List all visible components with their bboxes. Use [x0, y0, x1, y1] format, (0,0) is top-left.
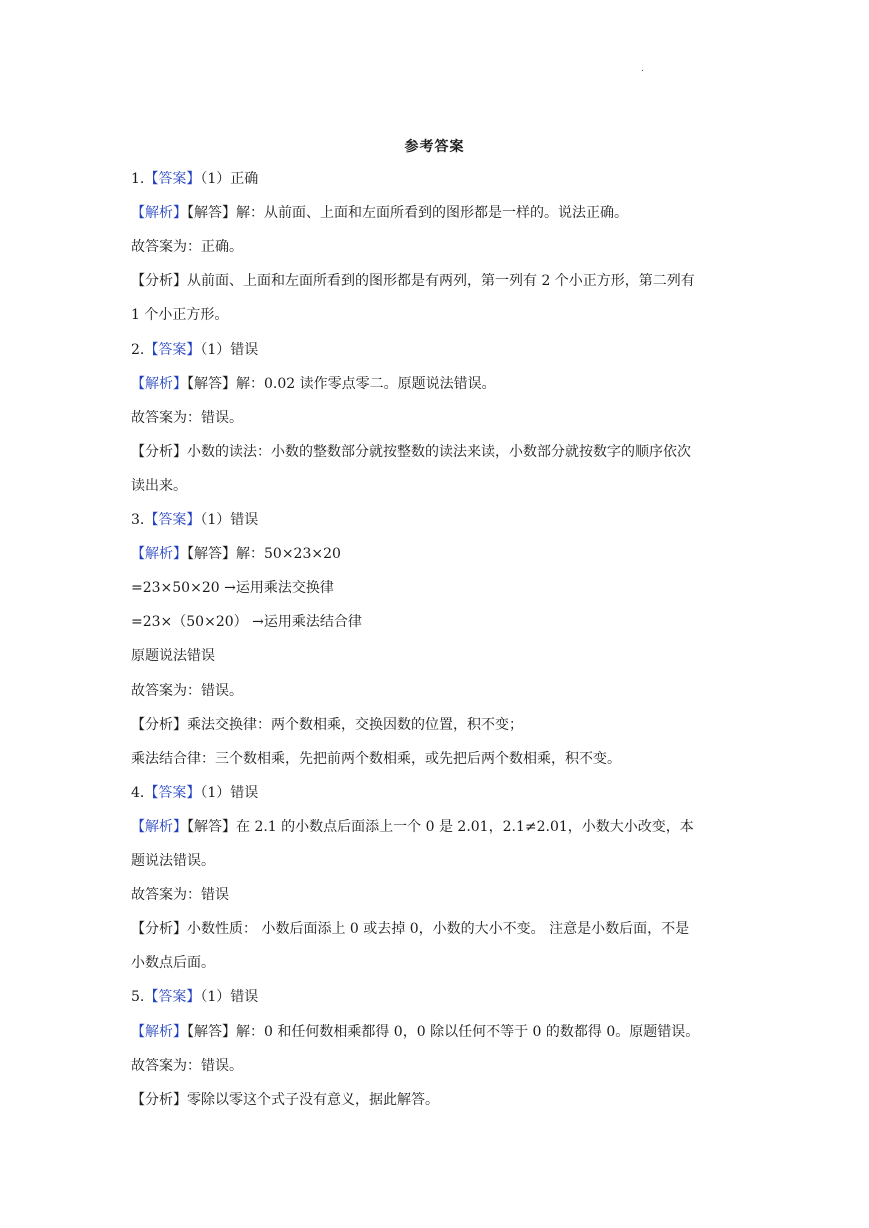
line-text: 【分析】乘法交换律：两个数相乘，交换因数的位置，积不变；	[131, 716, 523, 733]
line-text: =23×50×20 →运用乘法交换律	[131, 580, 334, 597]
section-tag: 【答案】	[144, 171, 201, 187]
text-line	[131, 204, 741, 222]
text-line	[131, 511, 741, 529]
page-title: 参考答案	[404, 139, 465, 155]
text-line	[131, 272, 741, 290]
text-line	[131, 1023, 741, 1041]
text-line	[131, 920, 741, 938]
line-text: 题说法错误。	[131, 853, 215, 869]
text-line	[131, 750, 741, 768]
line-text: 原题说法错误	[131, 648, 215, 665]
line-text: 读出来。	[131, 477, 187, 494]
line-text: 1 个小正方形。	[131, 307, 229, 324]
line-text: 4.	[131, 784, 145, 801]
line-text: 故答案为：错误。	[131, 682, 243, 699]
line-text: 故答案为：正确。	[131, 239, 243, 256]
line-text: 3.	[131, 512, 145, 528]
text-line	[131, 341, 741, 359]
section-tag: 【答案】	[144, 784, 201, 801]
text-line	[131, 306, 741, 324]
header-dot: .	[641, 64, 644, 74]
text-line	[131, 545, 741, 563]
text-line	[131, 375, 741, 393]
text-line	[131, 443, 741, 461]
line-text: 2.	[131, 341, 145, 358]
text-line	[131, 682, 741, 700]
text-line	[131, 647, 741, 665]
line-text: 【解答】在 2.1 的小数点后面添上一个 0 是 2.01，2.1≠2.01，小数大小改变，本	[187, 818, 694, 835]
line-text: =23×（50×20） →运用乘法结合律	[131, 614, 362, 631]
line-text: 【解答】解：0 和任何数相乘都得 0，0 除以任何不等于 0 的数都得 0。原题错误。	[187, 1023, 700, 1040]
line-text: 小数点后面。	[131, 955, 215, 972]
line-text: （1）错误	[200, 341, 259, 358]
text-line	[131, 238, 741, 256]
line-text: 【解答】解：50×23×20	[187, 546, 341, 563]
text-line	[131, 613, 741, 631]
section-tag: 【解析】	[131, 205, 187, 222]
text-line	[131, 477, 741, 495]
line-text: 乘法结合律：三个数相乘，先把前两个数相乘，或先把后两个数相乘，积不变。	[131, 750, 621, 767]
section-tag: 【答案】	[144, 341, 201, 358]
text-line	[131, 716, 741, 734]
text-line	[131, 852, 741, 870]
section-tag: 【解析】	[131, 375, 187, 392]
section-tag: 【答案】	[144, 512, 201, 528]
line-text: 【解答】解：0.02 读作零点零二。原题说法错误。	[187, 375, 496, 392]
line-text: （1）错误	[200, 989, 259, 1006]
text-line	[131, 954, 741, 972]
text-line	[131, 988, 741, 1006]
section-tag: 【解析】	[131, 818, 187, 835]
section-tag: 【解析】	[131, 546, 187, 563]
text-line	[131, 784, 741, 802]
text-line	[131, 1091, 741, 1109]
text-line	[131, 579, 741, 597]
line-text: 【分析】小数性质： 小数后面添上 0 或去掉 0，小数的大小不变。 注意是小数后面，不是	[131, 921, 690, 938]
line-text: （1）错误	[200, 512, 259, 528]
line-text: 故答案为：错误。	[131, 409, 243, 426]
text-line	[131, 818, 741, 836]
line-text: 5.	[131, 989, 145, 1006]
section-tag: 【答案】	[144, 989, 201, 1006]
line-text: 1.	[131, 171, 145, 187]
text-line	[131, 1057, 741, 1075]
line-text: 【解答】解：从前面、上面和左面所看到的图形都是一样的。说法正确。	[187, 205, 628, 222]
line-text: 【分析】小数的读法：小数的整数部分就按整数的读法来读，小数部分就按数字的顺序依次	[131, 443, 691, 460]
text-line	[131, 170, 741, 188]
text-line	[131, 886, 741, 904]
text-line	[131, 409, 741, 427]
line-text: （1）错误	[200, 784, 259, 801]
line-text: 故答案为：错误。	[131, 1057, 243, 1074]
line-text: 【分析】从前面、上面和左面所看到的图形都是有两列，第一列有 2 个小正方形，第二列有	[131, 273, 695, 290]
line-text: （1）正确	[200, 171, 259, 187]
line-text: 【分析】零除以零这个式子没有意义，据此解答。	[131, 1091, 439, 1108]
line-text: 故答案为：错误	[131, 887, 229, 904]
section-tag: 【解析】	[131, 1023, 187, 1040]
